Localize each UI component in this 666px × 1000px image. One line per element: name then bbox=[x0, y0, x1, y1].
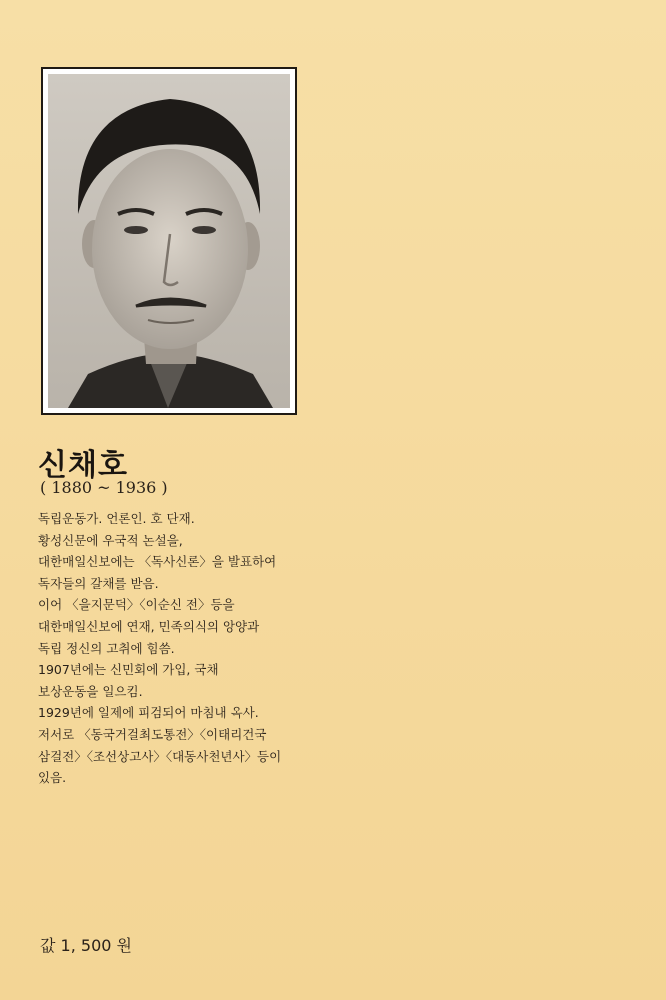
person-years: ( 1880 ~ 1936 ) bbox=[40, 478, 168, 497]
bio-line: 삼걸전〉〈조선상고사〉〈대동사천년사〉등이 bbox=[38, 748, 282, 764]
portrait-photo bbox=[41, 67, 297, 415]
bio-line: 대한매일신보에 연재, 민족의식의 앙양과 bbox=[38, 618, 260, 634]
bio-line: 독립운동가. 언론인. 호 단재. bbox=[38, 511, 195, 526]
bio-line: 독자들의 갈채를 받음. bbox=[38, 575, 159, 591]
bio-line: 1907년에는 신민회에 가입, 국채 bbox=[38, 662, 219, 678]
bio-line: 대한매일신보에는 〈독사신론〉을 발표하여 bbox=[38, 554, 277, 570]
person-name: 신채호 bbox=[38, 448, 128, 483]
bio-line: 1929년에 일제에 피검되어 마침내 옥사. bbox=[38, 705, 259, 721]
price-label: 값 1, 500 원 bbox=[40, 936, 132, 955]
bio-line: 황성신문에 우국적 논설을, bbox=[38, 532, 183, 548]
bio-line: 보상운동을 일으킴. bbox=[38, 683, 143, 699]
bio-line: 이어 〈을지문덕〉〈이순신 전〉등을 bbox=[38, 597, 235, 613]
bio-line: 저서로 〈동국거걸최도통전〉〈이태리건국 bbox=[38, 726, 267, 742]
bio-line: 독립 정신의 고취에 힘씀. bbox=[38, 640, 175, 656]
biography bbox=[38, 508, 338, 789]
bio-line: 있음. bbox=[38, 770, 67, 786]
portrait-image bbox=[48, 74, 290, 408]
